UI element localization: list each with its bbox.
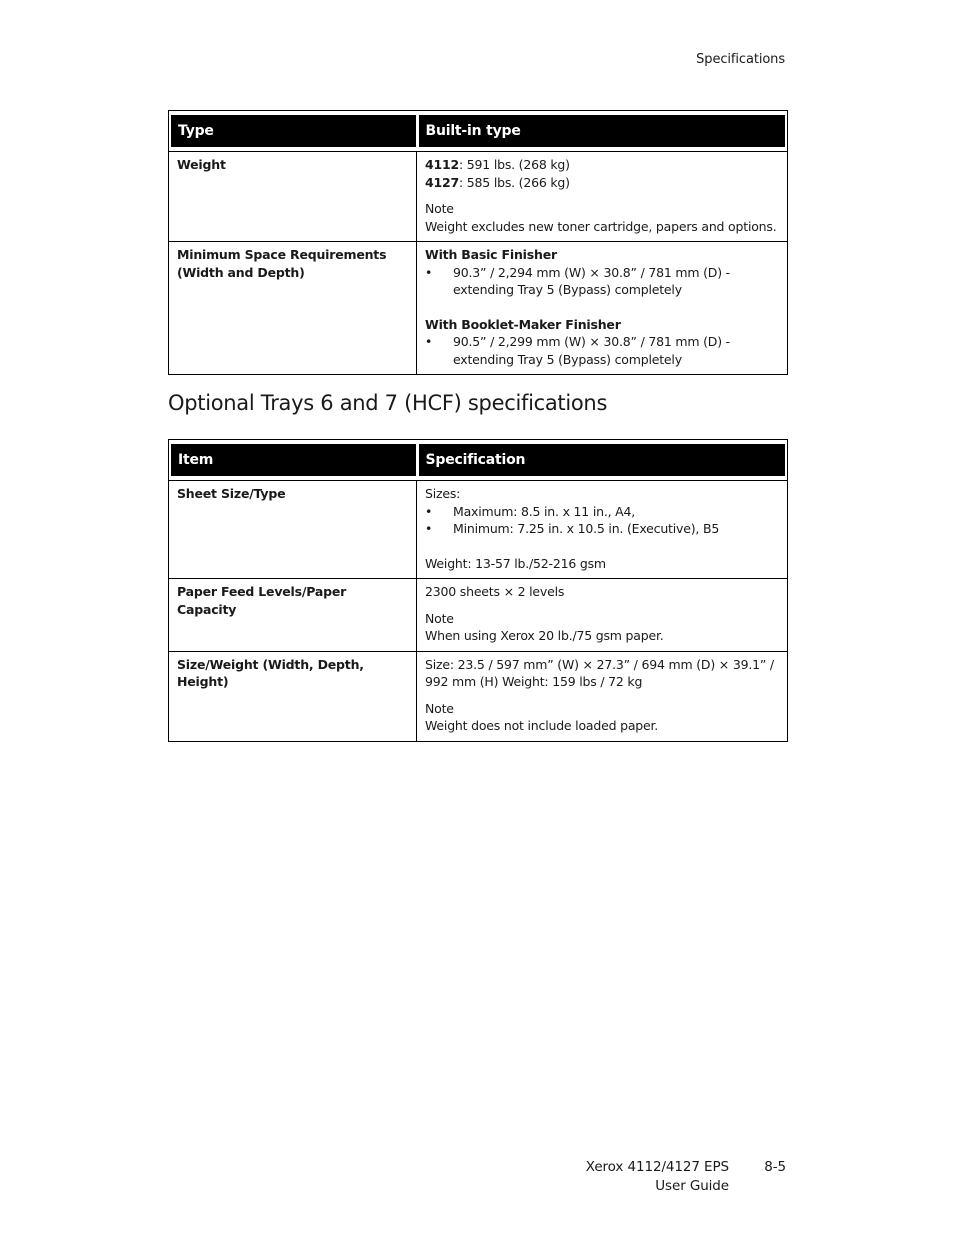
- note-text: Weight excludes new toner cartridge, papers and options.: [425, 218, 777, 234]
- table-row-size-weight: [169, 651, 788, 741]
- table-row-space: [169, 242, 788, 375]
- table-row-paper-feed: [169, 579, 788, 652]
- note-label: Note: [425, 201, 454, 216]
- basic-finisher-title: With Basic Finisher: [425, 247, 557, 262]
- row-label-space: Minimum Space Requirements (Width and Depth): [169, 242, 417, 375]
- row-value-weight: [417, 152, 788, 242]
- footer-guide-title: Xerox 4112/4127 EPS User Guide: [585, 1159, 729, 1194]
- row-value-space: [417, 242, 788, 375]
- list-item: • Minimum: 7.25 in. x 10.5 in. (Executive), B5: [425, 520, 779, 538]
- booklet-finisher-list: [425, 333, 779, 368]
- row-label-size-weight: Size/Weight (Width, Depth, Height): [169, 651, 417, 741]
- note-label: Note: [425, 700, 454, 716]
- sizes-list: [425, 503, 779, 538]
- weight-line-4112: 4112: 591 lbs. (268 kg): [425, 157, 570, 172]
- note-label: Note: [425, 610, 454, 626]
- row-value-sheet-size: [417, 481, 788, 579]
- row-label-sheet-size: Sheet Size/Type: [169, 481, 417, 579]
- column-header-built-in-type: Built-in type: [417, 111, 788, 152]
- row-value-paper-feed: [417, 579, 788, 652]
- column-header-type: Type: [169, 111, 417, 152]
- weight-line-4127: 4127: 585 lbs. (266 kg): [425, 174, 570, 190]
- page-number: 8-5: [764, 1159, 786, 1175]
- size-value: Size: 23.5 / 597 mm” (W) × 27.3” / 694 mm (D) × 39.1” / 992 mm (H) Weight: 159 lbs / 72 kg: [425, 656, 774, 689]
- list-item: • 90.5” / 2,299 mm (W) × 30.8” / 781 mm (D) - extending Tray 5 (Bypass) completely: [425, 333, 779, 368]
- list-item: • Maximum: 8.5 in. x 11 in., A4,: [425, 503, 779, 521]
- sheet-weight: Weight: 13-57 lb./52-216 gsm: [425, 555, 606, 571]
- list-item: • 90.3” / 2,294 mm (W) × 30.8” / 781 mm (D) - extending Tray 5 (Bypass) completely: [425, 264, 779, 299]
- row-value-size-weight: [417, 651, 788, 741]
- basic-finisher-list: [425, 264, 779, 299]
- sizes-label: Sizes:: [425, 486, 461, 501]
- table-row-weight: [169, 152, 788, 242]
- running-header: Specifications: [696, 52, 785, 67]
- note-text: Weight does not include loaded paper.: [425, 718, 659, 733]
- built-in-type-table: [168, 110, 788, 375]
- column-header-specification: Specification: [417, 440, 788, 481]
- feed-value: 2300 sheets × 2 levels: [425, 584, 565, 599]
- hcf-specifications-table: [168, 439, 788, 742]
- row-label-paper-feed: Paper Feed Levels/Paper Capacity: [169, 579, 417, 652]
- note-text: When using Xerox 20 lb./75 gsm paper.: [425, 628, 664, 643]
- section-title: Optional Trays 6 and 7 (HCF) specifications: [168, 391, 608, 415]
- booklet-finisher-title: With Booklet-Maker Finisher: [425, 316, 621, 332]
- column-header-item: Item: [169, 440, 417, 481]
- row-label-weight: Weight: [169, 152, 417, 242]
- table-row-sheet-size: [169, 481, 788, 579]
